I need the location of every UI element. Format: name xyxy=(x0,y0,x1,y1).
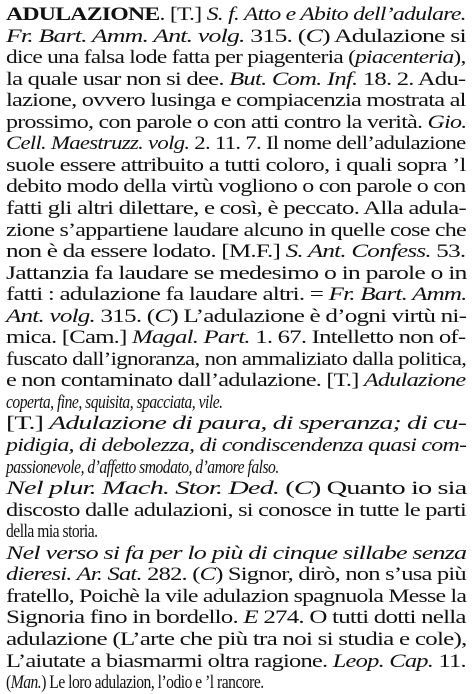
entry-text: fatti : adulazione fa laudare altri. = xyxy=(6,284,329,306)
entry-line xyxy=(6,521,98,543)
citation-text: Nel plur. Mach. Stor. Ded. xyxy=(6,478,280,500)
citation-text: But. Com. Inf. xyxy=(229,68,358,90)
entry-text: fuscato dall’ignoranza, non ammaliziato dalla politica, xyxy=(6,348,467,370)
entry-text: 2. 11. 7. Il nome dell’adulazione xyxy=(189,133,466,155)
entry-line xyxy=(6,651,466,673)
entry-text: fratello, Poichè la vile adulazion spagnuola Messe la xyxy=(6,585,467,607)
citation-text: Cell. Maestruzz. volg. xyxy=(6,133,190,155)
citation-text: S. f. Atto e Abito dell’adulare. xyxy=(206,4,466,25)
entry-text: 53. xyxy=(430,241,466,263)
entry-line xyxy=(6,133,466,155)
entry-line xyxy=(6,543,466,565)
entry-text: ) Adulazione si xyxy=(321,25,466,47)
entry-line xyxy=(6,672,264,694)
citation-text: Gio. xyxy=(427,111,467,133)
entry-text: L’aiutate a biasmarmi oltra ragione. xyxy=(6,650,333,672)
entry-text: dice una falsa lode fatta per piagenteria ( xyxy=(6,47,356,69)
entry-line xyxy=(6,306,466,328)
entry-text: 18. 2. Adu- xyxy=(357,68,466,90)
citation-text: S. Ant. Confess. xyxy=(285,241,431,263)
entry-text: 282. ( xyxy=(141,564,200,586)
entry-text: ) L’adulazione è d’ogni virtù ni- xyxy=(170,305,467,327)
entry-text: adulazione (L’arte che più tra noi si studia e cole), xyxy=(6,628,467,650)
citation-text: Ant. volg. xyxy=(6,305,96,327)
entry-text: 315. ( xyxy=(244,25,306,47)
entry-text: della mia storia. xyxy=(6,521,98,543)
entry-line xyxy=(6,47,466,69)
citation-text: C xyxy=(293,478,312,500)
citation-text: Nel verso si fa per lo più di cinque sillabe senza xyxy=(6,542,467,564)
entry-text: 11. xyxy=(433,650,466,672)
entry-text: debito modo della virtù vogliono o con parole o con xyxy=(6,176,466,198)
citation-text: E xyxy=(243,607,258,629)
citation-text: Leop. Cap. xyxy=(332,650,434,672)
entry-line xyxy=(6,564,466,586)
citation-text: piacenteria xyxy=(355,47,454,69)
entry-text: ) Signor, dirò, non s’usa più xyxy=(215,564,466,586)
entry-text: ) Quanto io sia xyxy=(311,478,467,500)
entry-text: non è da essere lodato. [M.F.] xyxy=(6,241,286,263)
entry-text: Jattanzia fa laudare se medesimo o in parole o in xyxy=(6,262,467,284)
entry-text: fatti gli altri dilettare, e così, è peccato. Alla adula- xyxy=(6,197,466,219)
entry-line xyxy=(6,349,466,371)
entry-text: discosto dalle adulazioni, si conosce in tutte le parti xyxy=(6,499,467,521)
entry-text: mica. [Cam.] xyxy=(6,327,132,349)
entry-line xyxy=(6,198,466,220)
citation-text: coperta, fine, squisita, spacciata, vile. xyxy=(6,391,223,413)
entry-text: la quale usar non si dee. xyxy=(6,68,230,90)
entry-line xyxy=(6,392,223,414)
entry-text: Signoria fino in bordello. xyxy=(6,607,244,629)
entry-line xyxy=(6,220,466,242)
dictionary-entry xyxy=(6,4,471,694)
entry-text: lazione, ovvero lusinga e compiacenzia mostrata al xyxy=(6,90,466,112)
citation-text: C xyxy=(154,305,171,327)
entry-text: zione s’appartiene laudare alcuno in quelle cose che xyxy=(6,219,466,241)
citation-text: Man. xyxy=(10,672,42,694)
entry-text: . [T.] xyxy=(159,4,207,25)
entry-line xyxy=(6,241,465,263)
entry-text: ) Le loro adulazion, l’odio e ’l rancore. xyxy=(41,672,264,694)
citation-text: Adulazione di paura, di speranza; di cu- xyxy=(49,413,467,435)
citation-text: C xyxy=(305,25,322,47)
citation-text: Magal. Part. xyxy=(131,327,250,349)
entry-line xyxy=(6,478,466,500)
entry-line xyxy=(6,263,467,285)
entry-line xyxy=(6,370,465,392)
entry-text: ( xyxy=(6,672,11,694)
entry-line xyxy=(6,26,466,48)
entry-line xyxy=(6,500,466,522)
entry-line xyxy=(6,284,467,306)
entry-text: ( xyxy=(279,478,294,500)
entry-line xyxy=(6,629,467,651)
entry-line xyxy=(6,457,279,479)
entry-text: prossimo, con parole o con atti contro la verità. xyxy=(6,111,428,133)
entry-text: 274. O tutti dotti nella xyxy=(257,607,466,629)
entry-line xyxy=(6,90,466,112)
entry-line xyxy=(6,155,466,177)
entry-line xyxy=(6,69,465,91)
citation-text: pidigia, di debolezza, di condiscendenza quasi com- xyxy=(6,435,467,456)
entry-line xyxy=(6,112,467,134)
entry-line xyxy=(6,327,465,349)
entry-line xyxy=(6,586,466,608)
entry-line xyxy=(6,413,466,435)
citation-text: Adulazione xyxy=(363,370,466,392)
entry-text: 1. 67. Intelletto non of- xyxy=(249,327,466,349)
citation-text: dieresi. Ar. Sat. xyxy=(6,564,142,586)
citation-text: Fr. Bart. Amm. Ant. volg. xyxy=(6,25,245,47)
entry-text: suole essere attribuito a tutti coloro, i quali sopra ’l xyxy=(6,154,466,176)
entry-line xyxy=(6,4,466,26)
entry-text: e non contaminato dall’adulazione. [T.] xyxy=(6,370,364,392)
entry-text: ), xyxy=(453,47,466,69)
entry-line xyxy=(6,435,466,457)
citation-text: C xyxy=(199,564,216,586)
entry-line xyxy=(6,607,466,629)
entry-text: 315. ( xyxy=(95,305,155,327)
entry-line xyxy=(6,176,466,198)
entry-text: [T.] xyxy=(6,413,50,435)
headword: ADULAZIONE xyxy=(6,4,160,25)
citation-text: passionevole, d’affetto smodato, d’amore falso. xyxy=(6,456,279,478)
citation-text: Fr. Bart. Amm. xyxy=(328,284,467,306)
